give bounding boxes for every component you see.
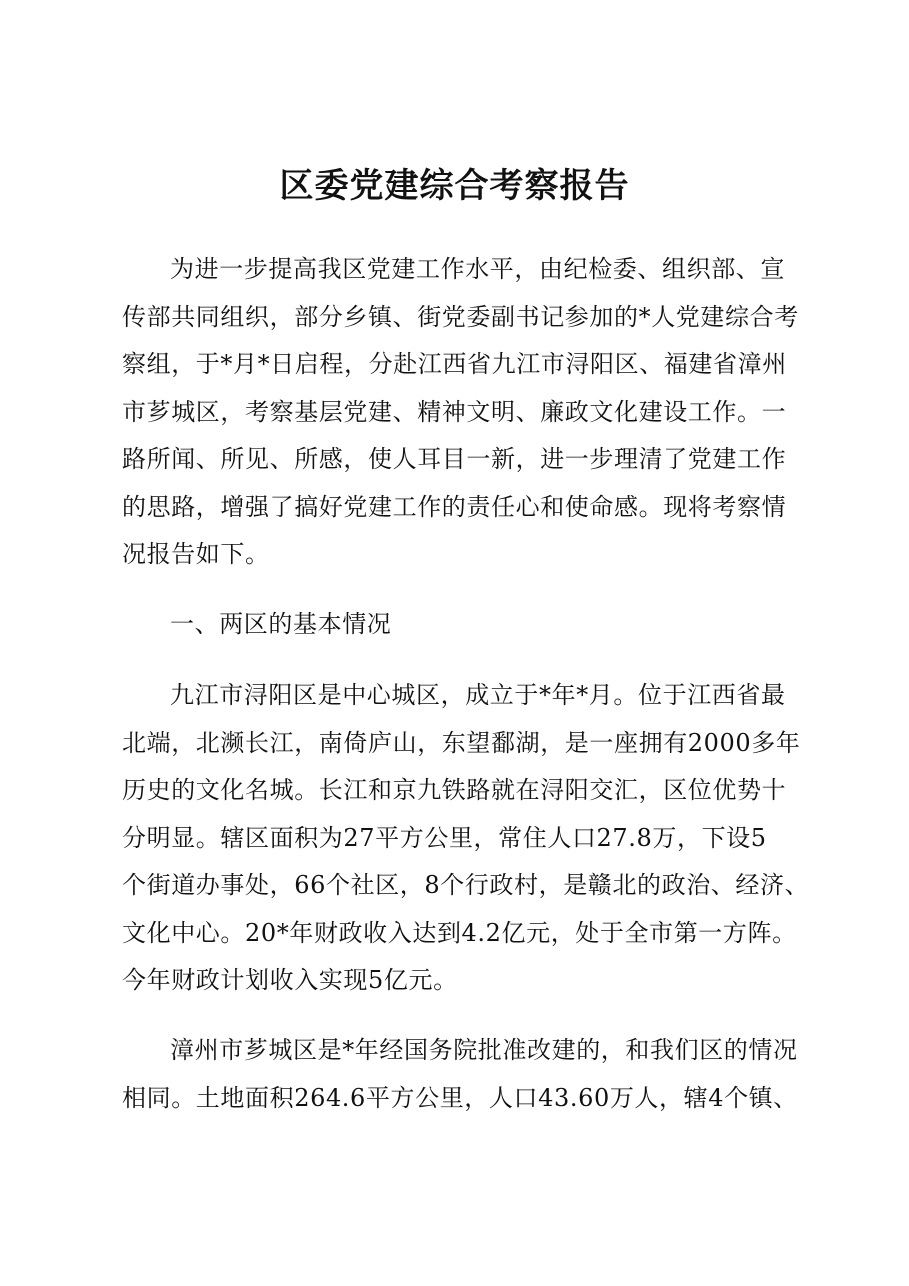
paragraph-line: 分明显。辖区面积为27平方公里，常住人口27.8万，下设5: [122, 823, 767, 852]
paragraph-line: 察组，于*月*日启程，分赴江西省九江市浔阳区、福建省漳州: [122, 350, 787, 378]
paragraph-line: 传部共同组织，部分乡镇、街党委副书记参加的*人党建综合考: [122, 302, 799, 331]
paragraph-line: 相同。土地面积264.6平方公里，人口43.60万人，辖4个镇、: [122, 1083, 798, 1112]
xunyang-paragraph: [122, 672, 810, 1005]
paragraph-line: 北端，北濒长江，南倚庐山，东望鄱湖，是一座拥有2000多年: [122, 728, 801, 757]
paragraph-line: 文化中心。20*年财政收入达到4.2亿元，处于全市第一方阵。: [122, 918, 797, 947]
section-heading: [122, 601, 798, 649]
paragraph-line: 个街道办事处，66个社区，8个行政村，是赣北的政治、经济、: [122, 871, 810, 899]
xiangcheng-paragraph: [122, 1027, 798, 1122]
document-title: 区委党建综合考察报告: [279, 166, 630, 206]
section-heading-text: 一、两区的基本情况: [170, 610, 392, 638]
paragraph-line: 市芗城区，考察基层党建、精神文明、廉政文化建设工作。一: [122, 397, 787, 426]
paragraph-line: 今年财政计划收入实现5亿元。: [122, 966, 458, 994]
paragraph-line: 况报告如下。: [122, 540, 270, 568]
paragraph-line: 为进一步提高我区党建工作水平，由纪检委、组织部、宣: [170, 255, 785, 283]
paragraph-line: 的思路，增强了搞好党建工作的责任心和使命感。现将考察情: [122, 492, 787, 521]
intro-paragraph: [122, 246, 798, 579]
paragraph-line: 路所闻、所见、所感，使人耳目一新，进一步理清了党建工作: [122, 445, 787, 473]
paragraph-line: 漳州市芗城区是*年经国务院批准改建的，和我们区的情况: [170, 1036, 798, 1064]
paragraph-line: 历史的文化名城。长江和京九铁路就在浔阳交汇，区位优势十: [122, 776, 787, 804]
paragraph-line: 九江市浔阳区是中心城区，成立于*年*月。位于江西省最: [170, 681, 786, 709]
